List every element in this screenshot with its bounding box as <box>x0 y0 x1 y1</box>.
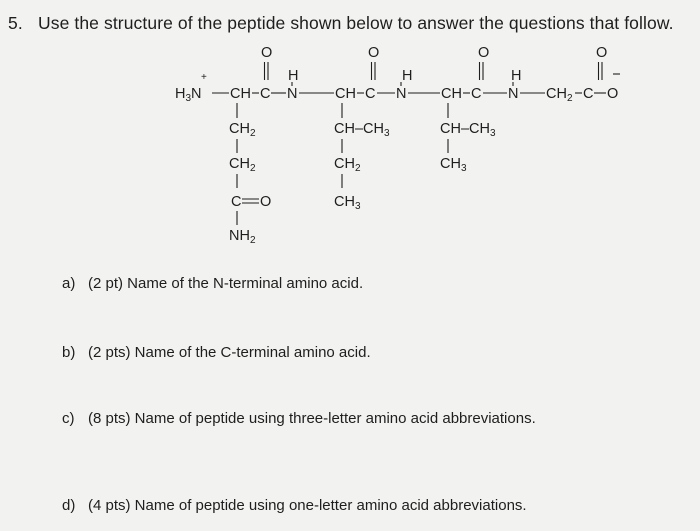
side-chain-3-ch3: $CH_3$ <box>440 156 467 174</box>
residue2-alpha-carbon: CH <box>335 86 356 102</box>
peptide-bond-1-hydrogen: H <box>288 68 299 84</box>
n-terminus-charge: + <box>201 72 207 83</box>
part-b-text: (2 pts) Name of the C-terminal amino acid. <box>88 344 371 361</box>
residue3-carbonyl-carbon: C <box>471 86 482 102</box>
part-d <box>62 497 527 514</box>
peptide-bond-3-nitrogen: N <box>508 86 519 102</box>
side-chain-1-ch2-a: $CH_2$ <box>229 121 256 139</box>
residue3-alpha-carbon: CH <box>441 86 462 102</box>
peptide-bond-3-hydrogen: H <box>511 68 522 84</box>
side-chain-1-amide: $NH_2$ <box>229 228 256 246</box>
residue1-carbonyl-carbon: C <box>260 86 271 102</box>
part-d-text: (4 pts) Name of peptide using one-letter amino acid abbreviations. <box>88 497 527 514</box>
part-c-letter: c) <box>62 410 75 427</box>
residue3-carbonyl-oxygen: O <box>478 45 490 61</box>
residue1-alpha-carbon: CH <box>230 86 251 102</box>
side-chain-2-ch3: $CH_3$ <box>334 194 361 212</box>
side-chain-2-ch2: $CH_2$ <box>334 156 361 174</box>
part-c-text: (8 pts) Name of peptide using three-letter amino acid abbreviations. <box>88 410 536 427</box>
carboxylate-oxygen: O <box>607 86 619 102</box>
residue4-carboxyl-carbon: C <box>583 86 594 102</box>
peptide-structure-diagram <box>0 0 700 260</box>
peptide-bond-2-nitrogen: N <box>396 86 407 102</box>
side-chain-3-ch-ch3: $CH-CH_3$ <box>440 121 496 139</box>
peptide-bond-1-nitrogen: N <box>287 86 298 102</box>
side-chain-1-carbonyl-carbon: C <box>231 194 242 210</box>
part-b <box>62 344 371 361</box>
residue4-alpha-carbon: $CH_2$ <box>546 86 573 104</box>
side-chain-1-carbonyl-oxygen: O <box>260 194 272 210</box>
side-chain-2-ch-ch3: $CH-CH_3$ <box>334 121 390 139</box>
residue2-carbonyl-oxygen: O <box>368 45 380 61</box>
part-b-letter: b) <box>62 344 76 361</box>
part-c <box>62 410 536 427</box>
part-a <box>62 275 363 292</box>
question-number: 5. <box>8 13 23 33</box>
residue1-carbonyl-oxygen: O <box>261 45 273 61</box>
residue4-carbonyl-oxygen: O <box>596 45 608 61</box>
peptide-bond-2-hydrogen: H <box>402 68 413 84</box>
question-text: Use the structure of the peptide shown below to answer the questions that follow. <box>38 13 674 33</box>
residue2-carbonyl-carbon: C <box>365 86 376 102</box>
side-chain-1-ch2-b: $CH_2$ <box>229 156 256 174</box>
part-d-letter: d) <box>62 497 76 514</box>
n-terminus: $H_3N$ <box>175 86 202 104</box>
part-a-letter: a) <box>62 275 76 292</box>
part-a-text: (2 pt) Name of the N-terminal amino acid. <box>88 275 364 292</box>
